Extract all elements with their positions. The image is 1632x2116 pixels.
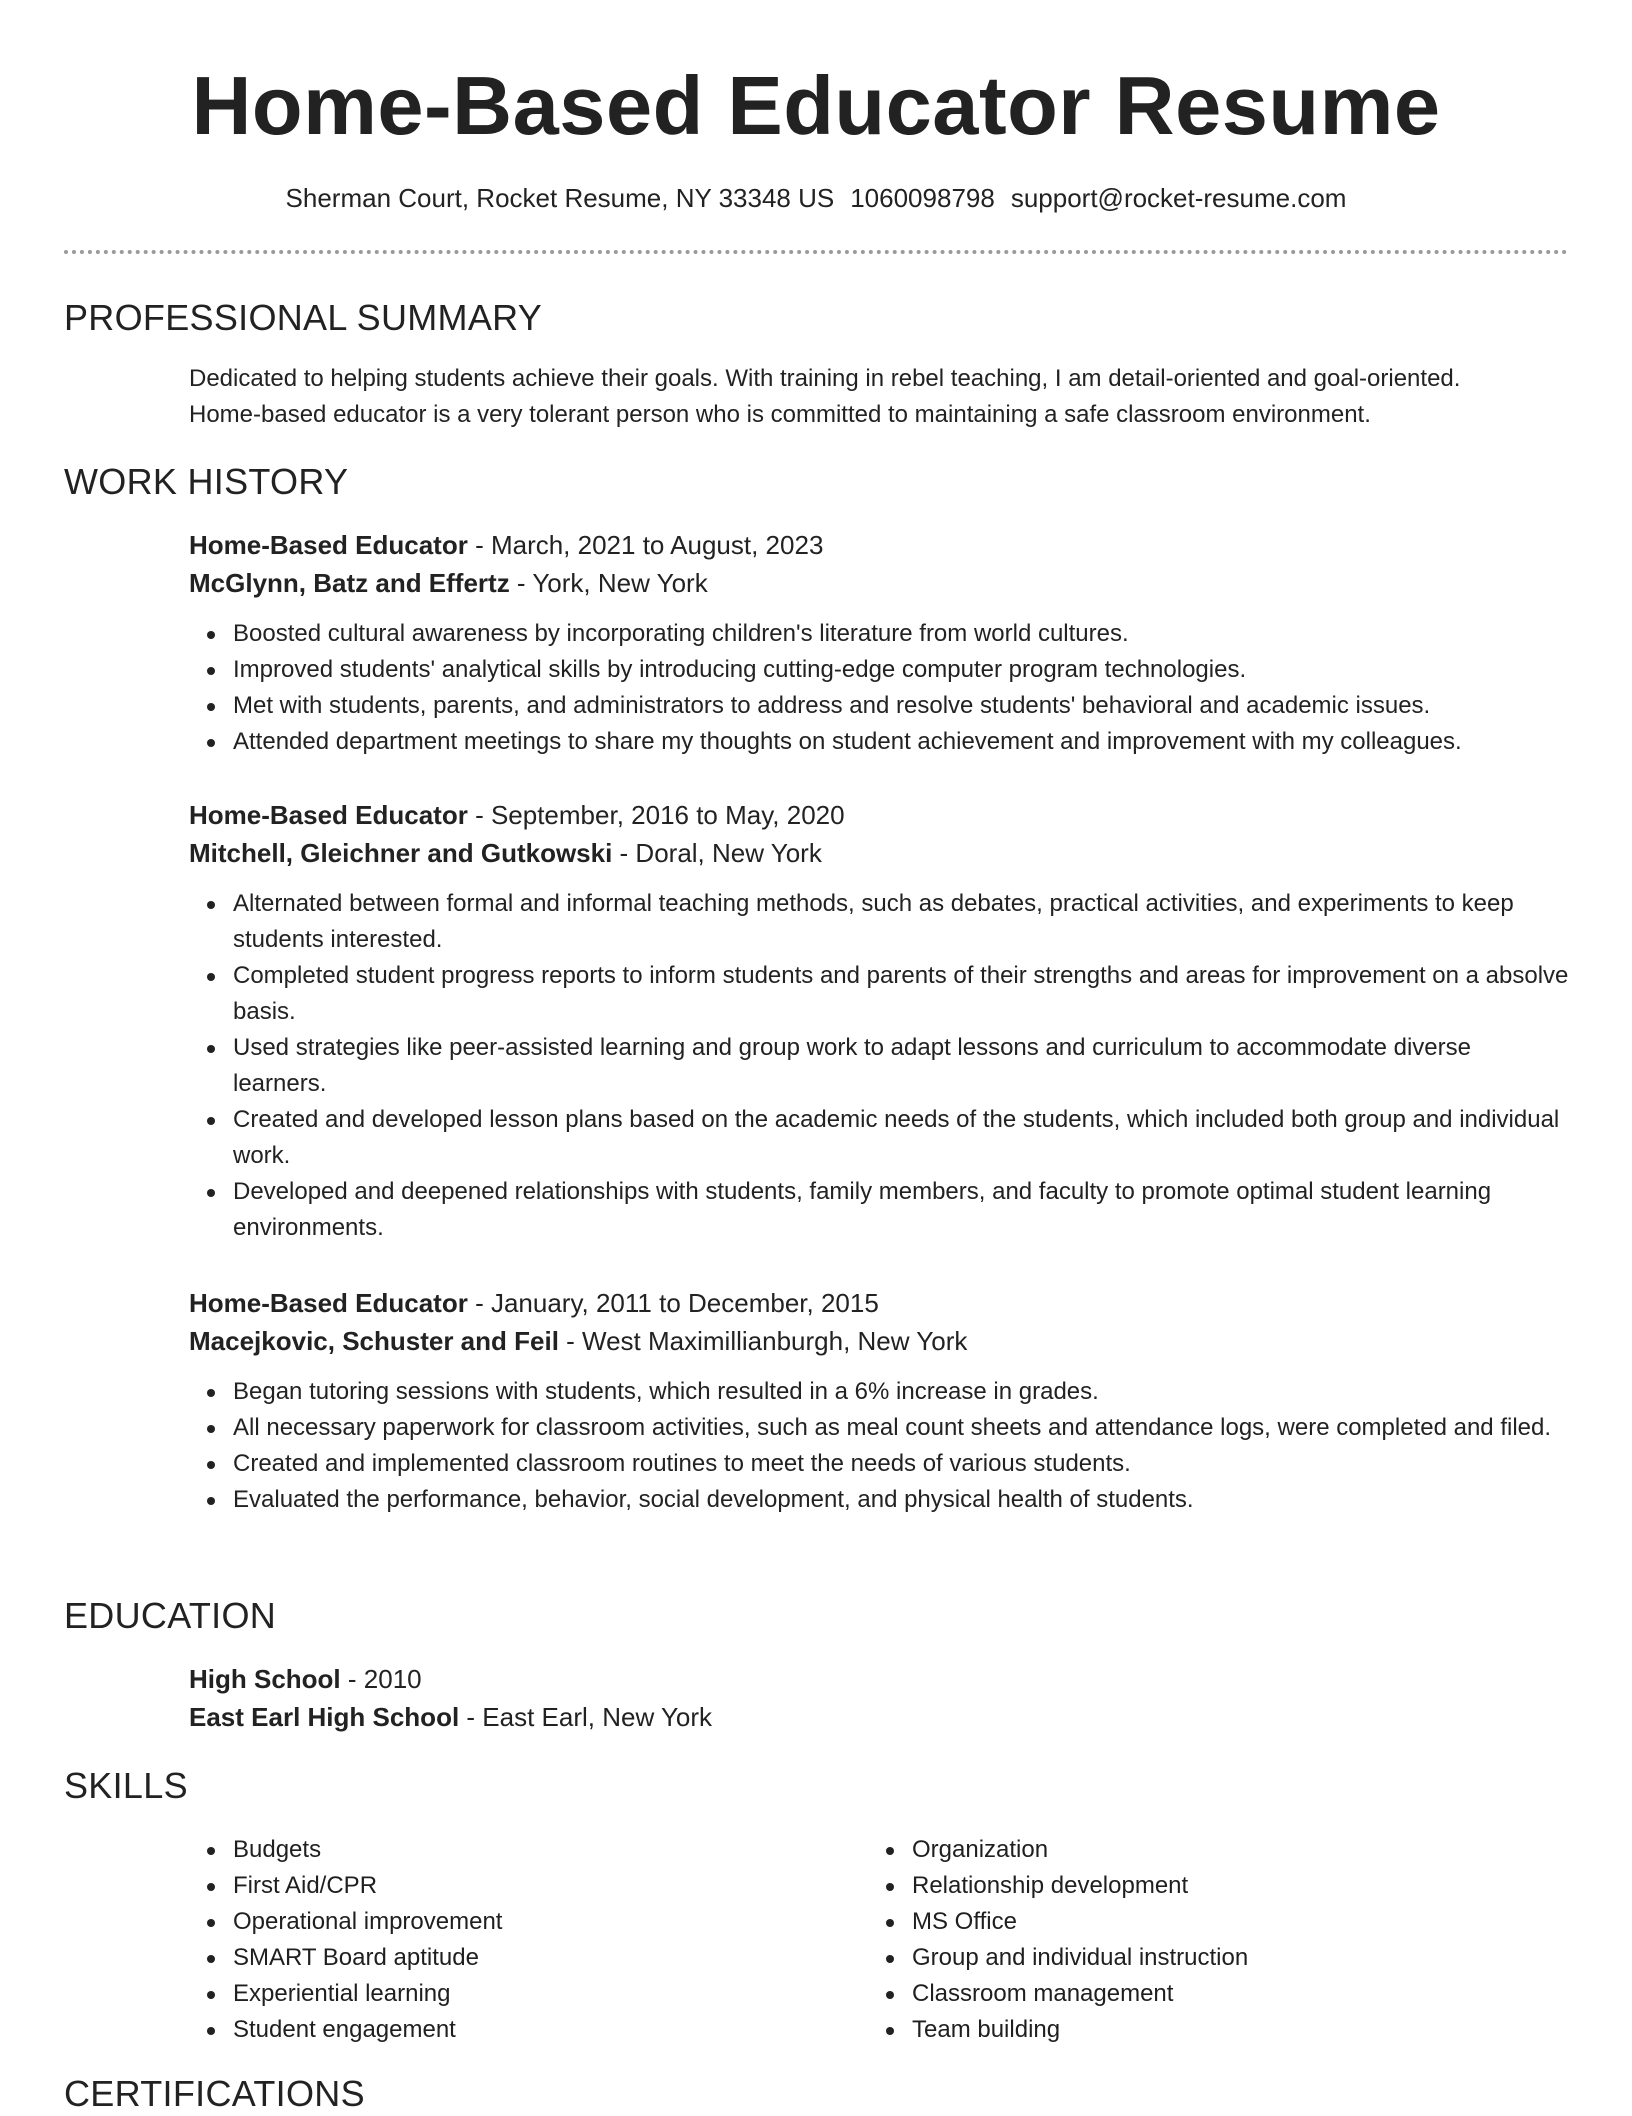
job-location: - Doral, New York [612, 838, 822, 868]
job-bullet: Met with students, parents, and administrators to address and resolve students' behavioral and academic issues. [233, 688, 1569, 724]
job-company: Macejkovic, Schuster and Feil [189, 1326, 559, 1356]
job-bullet: Created and developed lesson plans based on the academic needs of the students, which included both group and individual work. [233, 1102, 1569, 1174]
job-location: - West Maximillianburgh, New York [558, 1326, 968, 1356]
job-title-line [189, 1284, 1569, 1322]
job-bullet: Boosted cultural awareness by incorporating children's literature from world cultures. [233, 616, 1569, 652]
job-bullet: Attended department meetings to share my thoughts on student achievement and improvement with my colleagues. [233, 724, 1569, 760]
skills-heading: SKILLS [64, 1765, 188, 1806]
job-company-line [189, 834, 1569, 872]
summary-heading: PROFESSIONAL SUMMARY [64, 297, 543, 338]
job-title: Home-Based Educator [189, 800, 468, 830]
job-company: Mitchell, Gleichner and Gutkowski [189, 838, 613, 868]
job-dates: - March, 2021 to August, 2023 [467, 530, 824, 560]
job-bullet: Improved students' analytical skills by introducing cutting-edge computer program technologies. [233, 652, 1569, 688]
skills-column-right [868, 1832, 1468, 2048]
education-heading: EDUCATION [64, 1595, 277, 1636]
summary-text [189, 361, 1569, 433]
skill-item: Group and individual instruction [912, 1940, 1468, 1976]
summary-line: Home-based educator is a very tolerant person who is committed to maintaining a safe classroom environment. [189, 401, 1371, 428]
job-bullet: Began tutoring sessions with students, which resulted in a 6% increase in grades. [233, 1374, 1569, 1410]
skills-list [868, 1832, 1468, 2048]
job-bullet: Used strategies like peer-assisted learning and group work to adapt lessons and curriculum to accommodate diverse learners. [233, 1030, 1569, 1102]
education-year: - 2010 [340, 1664, 422, 1694]
job-bullet: Alternated between formal and informal teaching methods, such as debates, practical activities, and experiments to keep students interested. [233, 886, 1569, 958]
skill-item: MS Office [912, 1904, 1468, 1940]
education-location: - East Earl, New York [459, 1702, 713, 1732]
job-title: Home-Based Educator [189, 1288, 468, 1318]
skill-item: Relationship development [912, 1868, 1468, 1904]
job-bullet: Developed and deepened relationships with students, family members, and faculty to promote optimal student learning environments. [233, 1174, 1569, 1246]
job-bullet: Evaluated the performance, behavior, social development, and physical health of students. [233, 1482, 1569, 1518]
job-dates: - January, 2011 to December, 2015 [467, 1288, 879, 1318]
skills-column-left [189, 1832, 789, 2048]
skill-item: Operational improvement [233, 1904, 789, 1940]
education-school-line [189, 1698, 1569, 1736]
skill-item: Organization [912, 1832, 1468, 1868]
contact-email: support@rocket-resume.com [1010, 183, 1347, 213]
header-divider [64, 250, 1568, 254]
job-company-line [189, 1322, 1569, 1360]
skills-list [189, 1832, 789, 2048]
job-entry [189, 1284, 1569, 1518]
skill-item: Budgets [233, 1832, 789, 1868]
job-bullet: All necessary paperwork for classroom activities, such as meal count sheets and attendance logs, were completed and filed. [233, 1410, 1569, 1446]
contact-line [0, 180, 1632, 216]
skill-item: First Aid/CPR [233, 1868, 789, 1904]
job-bullet: Created and implemented classroom routines to meet the needs of various students. [233, 1446, 1569, 1482]
skill-item: Team building [912, 2012, 1468, 2048]
education-degree-line [189, 1660, 1569, 1698]
job-entry [189, 526, 1569, 760]
contact-address: Sherman Court, Rocket Resume, NY 33348 US [285, 183, 835, 213]
education-degree: High School [189, 1664, 341, 1694]
job-title-line [189, 796, 1569, 834]
work-history-heading: WORK HISTORY [64, 461, 349, 502]
certifications-heading: CERTIFICATIONS [64, 2073, 365, 2114]
summary-line: Dedicated to helping students achieve their goals. With training in rebel teaching, I am detail-oriented and goal-oriented. [189, 365, 1461, 392]
job-bullets [189, 616, 1569, 760]
job-bullets [189, 1374, 1569, 1518]
job-bullet: Completed student progress reports to inform students and parents of their strengths and areas for improvement on a absolve basis. [233, 958, 1569, 1030]
skill-item: Classroom management [912, 1976, 1468, 2012]
job-entry [189, 796, 1569, 1246]
skill-item: Experiential learning [233, 1976, 789, 2012]
resume-title: Home-Based Educator Resume [191, 59, 1441, 152]
job-title: Home-Based Educator [189, 530, 468, 560]
education-entry [189, 1660, 1569, 1736]
job-company: McGlynn, Batz and Effertz [189, 568, 510, 598]
job-bullets [189, 886, 1569, 1246]
job-location: - York, New York [509, 568, 708, 598]
job-title-line [189, 526, 1569, 564]
job-dates: - September, 2016 to May, 2020 [467, 800, 845, 830]
contact-phone: 1060098798 [850, 183, 995, 213]
skill-item: Student engagement [233, 2012, 789, 2048]
education-school: East Earl High School [189, 1702, 460, 1732]
skill-item: SMART Board aptitude [233, 1940, 789, 1976]
job-company-line [189, 564, 1569, 602]
